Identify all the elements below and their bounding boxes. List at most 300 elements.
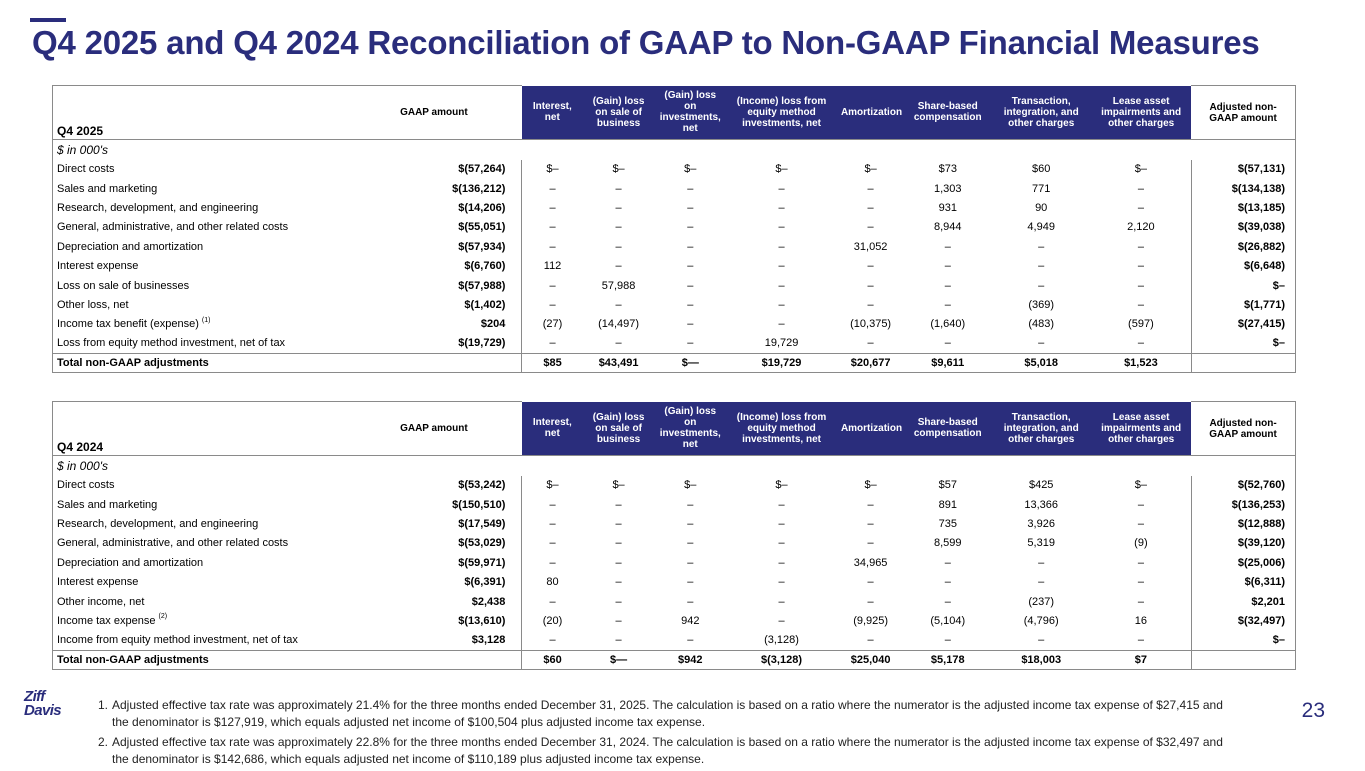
table-row xyxy=(53,514,1296,533)
row-label xyxy=(53,295,346,314)
cell-equity-method: – xyxy=(778,201,785,214)
cell-gain-loss-sale: – xyxy=(615,576,622,589)
cell-gaap: $(150,510) xyxy=(346,495,522,514)
row-label-text: General, administrative, and other related costs xyxy=(57,537,289,550)
cell-gaap: $(17,549) xyxy=(346,514,522,533)
cell-amortization: – xyxy=(867,298,874,311)
cell-amortization: (9,925) xyxy=(853,614,889,627)
column-header-gaap: GAAP amount xyxy=(346,402,522,456)
page-number: 23 xyxy=(1301,699,1325,722)
row-label xyxy=(53,237,346,256)
row-label-text: Depreciation and amortization xyxy=(57,556,204,569)
row-label xyxy=(53,495,346,514)
cell-transaction: – xyxy=(1038,240,1045,253)
total-gain-loss-invest: $942 xyxy=(654,650,726,669)
cell-amortization: – xyxy=(867,537,874,550)
cell-gain-loss-invest: – xyxy=(687,576,694,589)
cell-gaap: $(136,212) xyxy=(346,179,522,198)
cell-gaap: $204 xyxy=(346,315,522,334)
cell-gain-loss-sale: – xyxy=(615,556,622,569)
table-row xyxy=(53,534,1296,553)
cell-adjusted: $– xyxy=(1191,334,1295,353)
cell-gain-loss-sale: – xyxy=(615,634,622,647)
cell-share-based: (5,104) xyxy=(930,614,966,627)
cell-gaap: $(19,729) xyxy=(346,334,522,353)
cell-lease: – xyxy=(1137,576,1144,589)
cell-share-based: $73 xyxy=(938,163,957,176)
cell-share-based: – xyxy=(944,634,951,647)
cell-gain-loss-invest: – xyxy=(687,221,694,234)
row-label xyxy=(53,534,346,553)
cell-amortization: 31,052 xyxy=(853,240,888,253)
total-gaap xyxy=(346,353,522,372)
total-gain-loss-sale: $— xyxy=(583,650,655,669)
column-header-amortization: Amortization xyxy=(837,402,904,456)
cell-gain-loss-sale: – xyxy=(615,260,622,273)
cell-interest: (20) xyxy=(542,614,563,627)
cell-lease: – xyxy=(1137,201,1144,214)
table-row xyxy=(53,476,1296,495)
cell-interest: – xyxy=(549,182,556,195)
cell-equity-method: – xyxy=(778,576,785,589)
row-label-text: Research, development, and engineering xyxy=(57,201,259,214)
cell-share-based: 8,944 xyxy=(933,221,962,234)
footnote-text: Adjusted effective tax rate was approximately 22.8% for the three months ended December 31, 2024. The calculation is based on a ratio where the numerator is the adjusted income tax expense of $32,497 and the denominator is $142,686, which equals adjusted net income of $110,189 plus adjusted income tax expense. xyxy=(112,735,1223,766)
total-row xyxy=(53,353,1296,372)
cell-gain-loss-sale: – xyxy=(615,221,622,234)
cell-share-based: 8,599 xyxy=(933,537,962,550)
row-label-text: Income from equity method investment, net of tax xyxy=(57,634,298,647)
footnote-text: Adjusted effective tax rate was approximately 21.4% for the three months ended December 31, 2025. The calculation is based on a ratio where the numerator is the adjusted income tax expense of $27,415 and the denominator is $127,919, which equals adjusted net income of $100,504 plus adjusted income tax expense. xyxy=(112,698,1223,729)
cell-share-based: 891 xyxy=(938,498,957,511)
cell-adjusted: $– xyxy=(1191,631,1295,650)
cell-adjusted: $(12,888) xyxy=(1191,514,1295,533)
row-label-text: Sales and marketing xyxy=(57,182,158,195)
cell-interest: – xyxy=(549,634,556,647)
cell-amortization: – xyxy=(867,595,874,608)
cell-equity-method: – xyxy=(778,221,785,234)
total-adjusted xyxy=(1191,353,1295,372)
row-label xyxy=(53,276,346,295)
cell-gaap: $2,438 xyxy=(346,592,522,611)
total-lease: $7 xyxy=(1091,650,1191,669)
cell-lease: – xyxy=(1137,260,1144,273)
cell-transaction: – xyxy=(1038,279,1045,292)
cell-gain-loss-invest: – xyxy=(687,537,694,550)
cell-equity-method: – xyxy=(778,318,785,331)
total-gaap xyxy=(346,650,522,669)
row-label xyxy=(53,514,346,533)
cell-gain-loss-sale: – xyxy=(615,498,622,511)
column-header-gain-loss-sale: (Gain) loss on sale of business xyxy=(583,402,655,456)
row-label xyxy=(53,218,346,237)
cell-lease: – xyxy=(1137,240,1144,253)
cell-transaction: 5,319 xyxy=(1027,537,1055,550)
cell-gaap: $(53,242) xyxy=(346,476,522,495)
cell-gaap: $(1,402) xyxy=(346,295,522,314)
table-row xyxy=(53,315,1296,334)
column-header-amortization: Amortization xyxy=(837,86,904,140)
row-label xyxy=(53,611,346,630)
row-label xyxy=(53,179,346,198)
cell-adjusted: $– xyxy=(1191,276,1295,295)
row-label xyxy=(53,572,346,591)
table-row xyxy=(53,572,1296,591)
page-title: Q4 2025 and Q4 2024 Reconciliation of GAAP to Non-GAAP Financial Measures xyxy=(32,24,1260,61)
cell-amortization: – xyxy=(867,337,874,350)
cell-transaction: – xyxy=(1038,260,1045,273)
table-row xyxy=(53,256,1296,275)
cell-adjusted: $(1,771) xyxy=(1191,295,1295,314)
cell-gain-loss-invest: – xyxy=(687,298,694,311)
logo-line-2: Davis xyxy=(24,702,62,719)
cell-gaap: $(53,029) xyxy=(346,534,522,553)
total-share-based: $5,178 xyxy=(904,650,991,669)
cell-lease: 16 xyxy=(1134,614,1148,627)
cell-adjusted: $(57,131) xyxy=(1191,160,1295,179)
cell-interest: – xyxy=(549,556,556,569)
total-transaction: $18,003 xyxy=(991,650,1091,669)
row-label xyxy=(53,198,346,217)
table-row xyxy=(53,631,1296,650)
column-header-gain-loss-sale: (Gain) loss on sale of business xyxy=(583,86,655,140)
cell-interest: 112 xyxy=(543,260,562,273)
column-header-adjusted: Adjusted non-GAAP amount xyxy=(1191,402,1295,456)
cell-interest: $– xyxy=(546,479,559,492)
cell-share-based: – xyxy=(944,556,951,569)
cell-transaction: $60 xyxy=(1032,163,1051,176)
cell-equity-method: – xyxy=(778,260,785,273)
row-label-text: Income tax expense xyxy=(57,614,156,627)
cell-share-based: – xyxy=(944,279,951,292)
total-row xyxy=(53,650,1296,669)
cell-share-based: – xyxy=(944,337,951,350)
cell-gain-loss-sale: – xyxy=(615,240,622,253)
cell-gaap: $3,128 xyxy=(346,631,522,650)
column-header-lease: Lease asset impairments and other charges xyxy=(1091,402,1191,456)
cell-amortization: $– xyxy=(864,163,877,176)
table-row xyxy=(53,495,1296,514)
units-label: $ in 000's xyxy=(53,140,1296,160)
total-equity-method: $19,729 xyxy=(726,353,837,372)
cell-gaap: $(59,971) xyxy=(346,553,522,572)
total-label: Total non-GAAP adjustments xyxy=(53,650,346,669)
cell-lease: – xyxy=(1137,595,1144,608)
row-label xyxy=(53,256,346,275)
cell-interest: – xyxy=(549,537,556,550)
cell-adjusted: $(136,253) xyxy=(1191,495,1295,514)
row-label-text: Sales and marketing xyxy=(57,498,158,511)
cell-lease: $– xyxy=(1134,479,1148,492)
footnote-1 xyxy=(98,697,1238,731)
cell-amortization: (10,375) xyxy=(850,318,892,331)
cell-interest: – xyxy=(549,595,556,608)
row-label xyxy=(53,553,346,572)
footnote-ref: (2) xyxy=(158,613,168,621)
cell-interest: – xyxy=(549,517,556,530)
total-amortization: $20,677 xyxy=(837,353,904,372)
column-header-share-based: Share-based compensation xyxy=(904,402,991,456)
row-label xyxy=(53,334,346,353)
row-label xyxy=(53,476,346,495)
total-gain-loss-invest: $— xyxy=(654,353,726,372)
cell-lease: – xyxy=(1137,182,1144,195)
cell-gain-loss-sale: – xyxy=(615,614,622,627)
cell-share-based: – xyxy=(944,240,951,253)
cell-equity-method: – xyxy=(778,556,785,569)
cell-transaction: (237) xyxy=(1028,595,1055,608)
table-row xyxy=(53,237,1296,256)
cell-equity-method: – xyxy=(778,240,785,253)
cell-gaap: $(14,206) xyxy=(346,198,522,217)
cell-gain-loss-invest: – xyxy=(687,182,694,195)
cell-amortization: – xyxy=(867,498,874,511)
cell-share-based: 931 xyxy=(938,201,957,214)
cell-gaap: $(6,760) xyxy=(346,256,522,275)
cell-lease: – xyxy=(1137,498,1144,511)
cell-equity-method: – xyxy=(778,279,785,292)
cell-adjusted: $(26,882) xyxy=(1191,237,1295,256)
cell-gaap: $(57,934) xyxy=(346,237,522,256)
reconciliation-table-q4-2024 xyxy=(52,401,1296,670)
row-label-text: Loss on sale of businesses xyxy=(57,279,190,292)
row-label-text: Depreciation and amortization xyxy=(57,240,204,253)
row-label-text: Other loss, net xyxy=(57,298,129,311)
cell-gain-loss-invest: 942 xyxy=(681,614,700,627)
units-row xyxy=(53,456,1296,476)
table-row xyxy=(53,553,1296,572)
cell-adjusted: $(39,120) xyxy=(1191,534,1295,553)
cell-equity-method: – xyxy=(778,182,785,195)
cell-adjusted: $(134,138) xyxy=(1191,179,1295,198)
footnotes xyxy=(98,697,1238,771)
total-gain-loss-sale: $43,491 xyxy=(583,353,655,372)
total-interest: $85 xyxy=(522,353,583,372)
cell-transaction: $425 xyxy=(1028,479,1054,492)
cell-adjusted: $(6,311) xyxy=(1191,572,1295,591)
cell-interest: – xyxy=(549,279,556,292)
cell-gain-loss-sale: (14,497) xyxy=(598,318,640,331)
cell-equity-method: – xyxy=(778,498,785,511)
cell-adjusted: $(27,415) xyxy=(1191,315,1295,334)
cell-gain-loss-sale: – xyxy=(615,517,622,530)
cell-amortization: – xyxy=(867,279,874,292)
period-label: Q4 2024 xyxy=(53,402,346,456)
cell-gaap: $(57,988) xyxy=(346,276,522,295)
cell-gaap: $(55,051) xyxy=(346,218,522,237)
column-header-transaction: Transaction, integration, and other charges xyxy=(991,402,1091,456)
cell-equity-method: $– xyxy=(775,163,788,176)
total-interest: $60 xyxy=(522,650,583,669)
total-equity-method: $(3,128) xyxy=(726,650,837,669)
ziff-davis-logo xyxy=(24,690,80,718)
table-row xyxy=(53,592,1296,611)
cell-share-based: (1,640) xyxy=(930,318,966,331)
table-row xyxy=(53,295,1296,314)
cell-amortization: – xyxy=(867,221,874,234)
row-label-text: Interest expense xyxy=(57,576,139,589)
cell-gain-loss-invest: $– xyxy=(684,479,697,492)
cell-transaction: – xyxy=(1038,576,1045,589)
row-label xyxy=(53,315,346,334)
cell-gain-loss-invest: – xyxy=(687,279,694,292)
cell-adjusted: $(39,038) xyxy=(1191,218,1295,237)
cell-transaction: (483) xyxy=(1028,318,1055,331)
table-row xyxy=(53,611,1296,630)
cell-interest: – xyxy=(549,201,556,214)
total-lease: $1,523 xyxy=(1091,353,1191,372)
cell-transaction: – xyxy=(1038,556,1045,569)
cell-share-based: 735 xyxy=(938,517,957,530)
column-header-interest: Interest, net xyxy=(522,86,583,140)
cell-share-based: – xyxy=(944,595,951,608)
row-label xyxy=(53,592,346,611)
cell-interest: – xyxy=(549,240,556,253)
cell-gain-loss-sale: – xyxy=(615,298,622,311)
column-header-transaction: Transaction, integration, and other charges xyxy=(991,86,1091,140)
cell-transaction: (369) xyxy=(1028,298,1055,311)
column-header-gain-loss-invest: (Gain) loss on investments, net xyxy=(654,402,726,456)
title-accent-bar xyxy=(30,18,66,22)
cell-lease: – xyxy=(1137,517,1144,530)
footnote-number: 2. xyxy=(98,735,109,749)
cell-equity-method: $– xyxy=(775,479,788,492)
cell-equity-method: – xyxy=(778,595,785,608)
cell-gaap: $(6,391) xyxy=(346,572,522,591)
cell-adjusted: $(32,497) xyxy=(1191,611,1295,630)
table-row xyxy=(53,198,1296,217)
cell-share-based: – xyxy=(944,576,951,589)
header-row xyxy=(53,86,1296,140)
cell-adjusted: $(13,185) xyxy=(1191,198,1295,217)
cell-equity-method: (3,128) xyxy=(764,634,799,647)
cell-amortization: – xyxy=(867,260,874,273)
cell-gain-loss-sale: $– xyxy=(612,163,625,176)
row-label-text: Direct costs xyxy=(57,163,115,176)
cell-equity-method: 19,729 xyxy=(764,337,799,350)
cell-transaction: – xyxy=(1038,634,1045,647)
cell-transaction: 771 xyxy=(1032,182,1051,195)
row-label-text: Direct costs xyxy=(57,479,115,492)
table-row xyxy=(53,276,1296,295)
cell-amortization: – xyxy=(867,634,874,647)
cell-gain-loss-sale: – xyxy=(615,337,622,350)
total-share-based: $9,611 xyxy=(904,353,991,372)
cell-lease: – xyxy=(1137,337,1144,350)
period-label: Q4 2025 xyxy=(53,86,346,140)
cell-adjusted: $2,201 xyxy=(1191,592,1295,611)
total-transaction: $5,018 xyxy=(991,353,1091,372)
row-label xyxy=(53,631,346,650)
row-label-text: General, administrative, and other related costs xyxy=(57,221,289,234)
cell-equity-method: – xyxy=(778,537,785,550)
cell-equity-method: – xyxy=(778,614,785,627)
cell-gain-loss-invest: – xyxy=(687,595,694,608)
table-row xyxy=(53,179,1296,198)
cell-amortization: – xyxy=(867,201,874,214)
cell-gain-loss-invest: – xyxy=(687,556,694,569)
cell-share-based: – xyxy=(944,260,951,273)
cell-gain-loss-invest: – xyxy=(687,517,694,530)
cell-gain-loss-sale: 57,988 xyxy=(601,279,636,292)
cell-gaap: $(57,264) xyxy=(346,160,522,179)
cell-interest: – xyxy=(549,337,556,350)
cell-transaction: (4,796) xyxy=(1023,614,1059,627)
cell-gain-loss-invest: – xyxy=(687,240,694,253)
cell-gain-loss-invest: – xyxy=(687,634,694,647)
column-header-equity-method: (Income) loss from equity method investments, net xyxy=(726,86,837,140)
cell-gain-loss-invest: – xyxy=(687,260,694,273)
cell-lease: – xyxy=(1137,279,1144,292)
cell-transaction: 4,949 xyxy=(1027,221,1055,234)
row-label-text: Interest expense xyxy=(57,260,139,273)
cell-transaction: 90 xyxy=(1035,201,1048,214)
cell-gain-loss-invest: $– xyxy=(684,163,697,176)
cell-gain-loss-sale: – xyxy=(615,537,622,550)
row-label-text: Loss from equity method investment, net of tax xyxy=(57,337,286,350)
cell-share-based: 1,303 xyxy=(933,182,962,195)
cell-gaap: $(13,610) xyxy=(346,611,522,630)
cell-lease: $– xyxy=(1134,163,1148,176)
cell-gain-loss-sale: – xyxy=(615,182,622,195)
units-label: $ in 000's xyxy=(53,456,1296,476)
cell-gain-loss-sale: – xyxy=(615,595,622,608)
cell-amortization: – xyxy=(867,182,874,195)
cell-amortization: $– xyxy=(864,479,877,492)
cell-gain-loss-sale: – xyxy=(615,201,622,214)
cell-interest: $– xyxy=(546,163,559,176)
cell-amortization: – xyxy=(867,517,874,530)
cell-gain-loss-invest: – xyxy=(687,201,694,214)
row-label-text: Income tax benefit (expense) xyxy=(57,318,199,331)
table-row xyxy=(53,334,1296,353)
footnote-2 xyxy=(98,734,1238,768)
cell-amortization: 34,965 xyxy=(853,556,888,569)
cell-gain-loss-invest: – xyxy=(687,498,694,511)
column-header-gaap: GAAP amount xyxy=(346,86,522,140)
footnote-ref: (1) xyxy=(201,316,211,324)
table-row xyxy=(53,218,1296,237)
column-header-interest: Interest, net xyxy=(522,402,583,456)
reconciliation-table-q4-2025 xyxy=(52,85,1296,373)
column-header-lease: Lease asset impairments and other charges xyxy=(1091,86,1191,140)
total-amortization: $25,040 xyxy=(837,650,904,669)
units-row xyxy=(53,140,1296,160)
cell-interest: – xyxy=(549,221,556,234)
cell-lease: (597) xyxy=(1128,318,1154,331)
column-header-share-based: Share-based compensation xyxy=(904,86,991,140)
cell-share-based: – xyxy=(944,298,951,311)
cell-lease: – xyxy=(1137,298,1144,311)
column-header-adjusted: Adjusted non-GAAP amount xyxy=(1191,86,1295,140)
cell-gain-loss-sale: $– xyxy=(612,479,625,492)
table-row xyxy=(53,160,1296,179)
cell-equity-method: – xyxy=(778,298,785,311)
cell-transaction: 13,366 xyxy=(1024,498,1059,511)
column-header-gain-loss-invest: (Gain) loss on investments, net xyxy=(654,86,726,140)
cell-transaction: – xyxy=(1038,337,1045,350)
cell-lease: – xyxy=(1137,634,1144,647)
cell-adjusted: $(25,006) xyxy=(1191,553,1295,572)
cell-interest: – xyxy=(549,498,556,511)
row-label-text: Other income, net xyxy=(57,595,145,608)
cell-amortization: – xyxy=(867,576,874,589)
total-label: Total non-GAAP adjustments xyxy=(53,353,346,372)
row-label xyxy=(53,160,346,179)
cell-interest: (27) xyxy=(542,318,563,331)
cell-gain-loss-invest: – xyxy=(687,318,694,331)
footnote-number: 1. xyxy=(98,698,109,712)
